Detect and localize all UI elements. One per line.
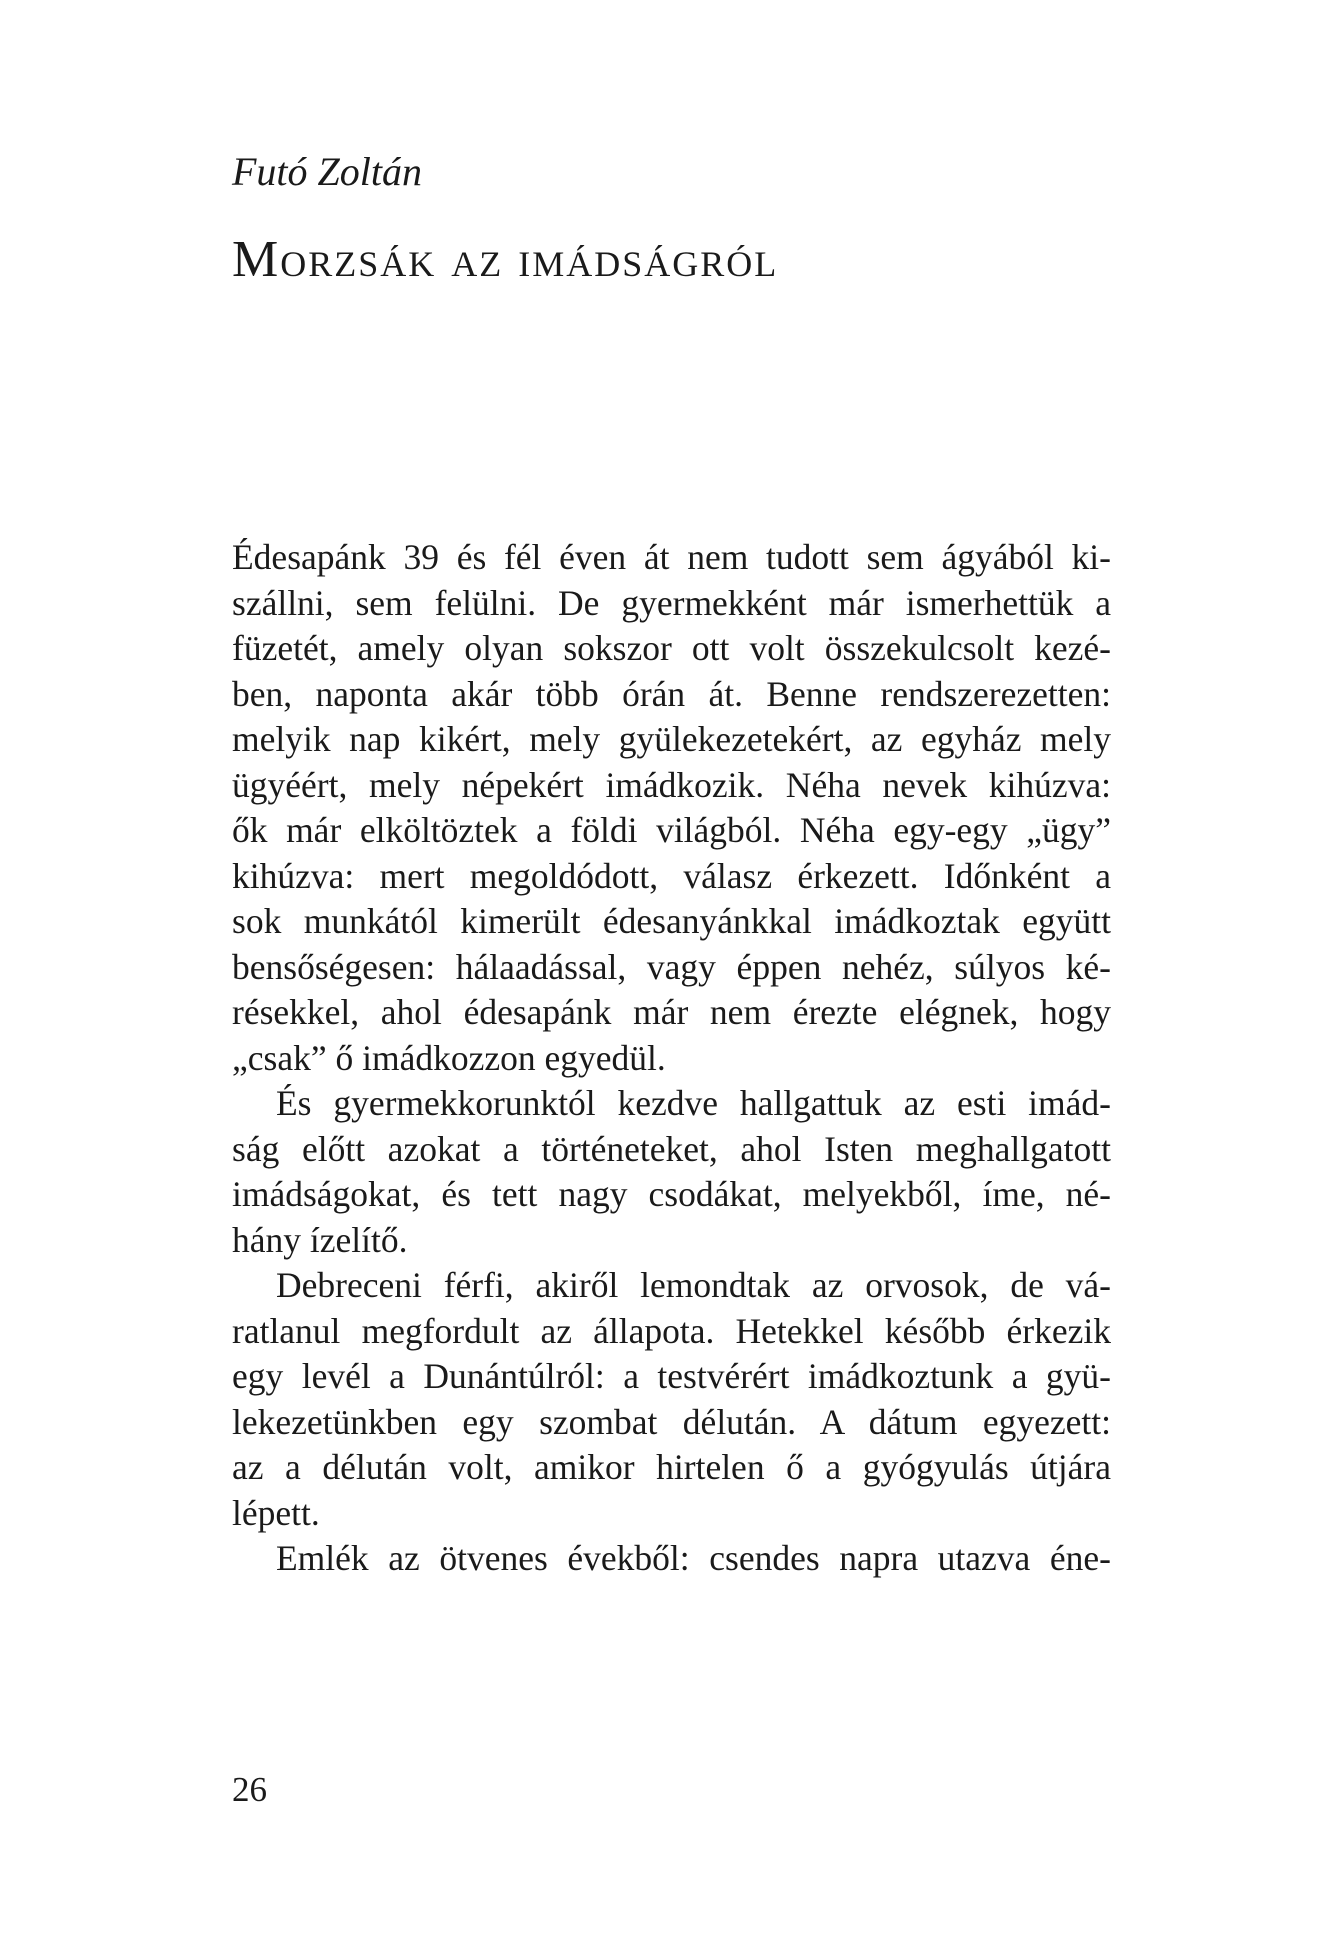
text-line: Édesapánk 39 és fél éven át nem tudott sem ágyából ki-	[232, 537, 1111, 577]
text-line: „csak” ő imádkozzon egyedül.	[232, 1037, 666, 1078]
text-line: az a délután volt, amikor hirtelen ő a gyógyulás útjára	[232, 1447, 1111, 1487]
text-line: ügyéért, mely népekért imádkozik. Néha nevek kihúzva:	[232, 764, 1111, 805]
text-line: egy levél a Dunántúlról: a testvérért imádkoztunk a gyü-	[232, 1356, 1111, 1396]
text-line: lépett.	[232, 1492, 320, 1533]
paragraph	[232, 1536, 1111, 1582]
text-line: És gyermekkorunktól kezdve hallgattuk az esti imád-	[276, 1083, 1111, 1123]
text-line: sok munkától kimerült édesanyánkkal imádkoztak együtt	[232, 901, 1111, 941]
author-name: Futó Zoltán	[232, 149, 423, 194]
text-line: melyik nap kikért, mely gyülekezetekért, az egyház mely	[232, 719, 1111, 759]
text-line: Emlék az ötvenes évekből: csendes napra utazva éne-	[276, 1538, 1111, 1578]
page-number: 26	[232, 1770, 267, 1809]
text-line: kihúzva: mert megoldódott, válasz érkezett. Időnként a	[232, 855, 1111, 896]
text-line: résekkel, ahol édesapánk már nem érezte elégnek, hogy	[232, 992, 1111, 1032]
text-line: hány ízelítő.	[232, 1219, 408, 1260]
text-line: ratlanul megfordult az állapota. Hetekkel később érkezik	[232, 1310, 1111, 1351]
body-text	[232, 535, 1111, 1582]
text-line: szállni, sem felülni. De gyermekként már ismerhettük a	[232, 582, 1111, 623]
chapter-title: Morzsák az imádságról	[232, 231, 779, 288]
text-line: bensőségesen: hálaadással, vagy éppen nehéz, súlyos ké-	[232, 946, 1111, 987]
text-line: Debreceni férfi, akiről lemondtak az orvosok, de vá-	[276, 1265, 1111, 1305]
text-line: lekezetünkben egy szombat délután. A dátum egyezett:	[232, 1401, 1111, 1442]
text-line: ben, naponta akár több órán át. Benne rendszerezetten:	[232, 673, 1111, 714]
text-line: ők már elköltöztek a földi világból. Néha egy-egy „ügy”	[232, 810, 1111, 850]
text-line: imádságokat, és tett nagy csodákat, melyekből, íme, né-	[232, 1174, 1111, 1214]
paragraph	[232, 1081, 1111, 1263]
paragraph	[232, 535, 1111, 1081]
text-line: ság előtt azokat a történeteket, ahol Isten meghallgatott	[232, 1128, 1111, 1169]
text-line: füzetét, amely olyan sokszor ott volt összekulcsolt kezé-	[232, 628, 1111, 668]
paragraph	[232, 1263, 1111, 1536]
